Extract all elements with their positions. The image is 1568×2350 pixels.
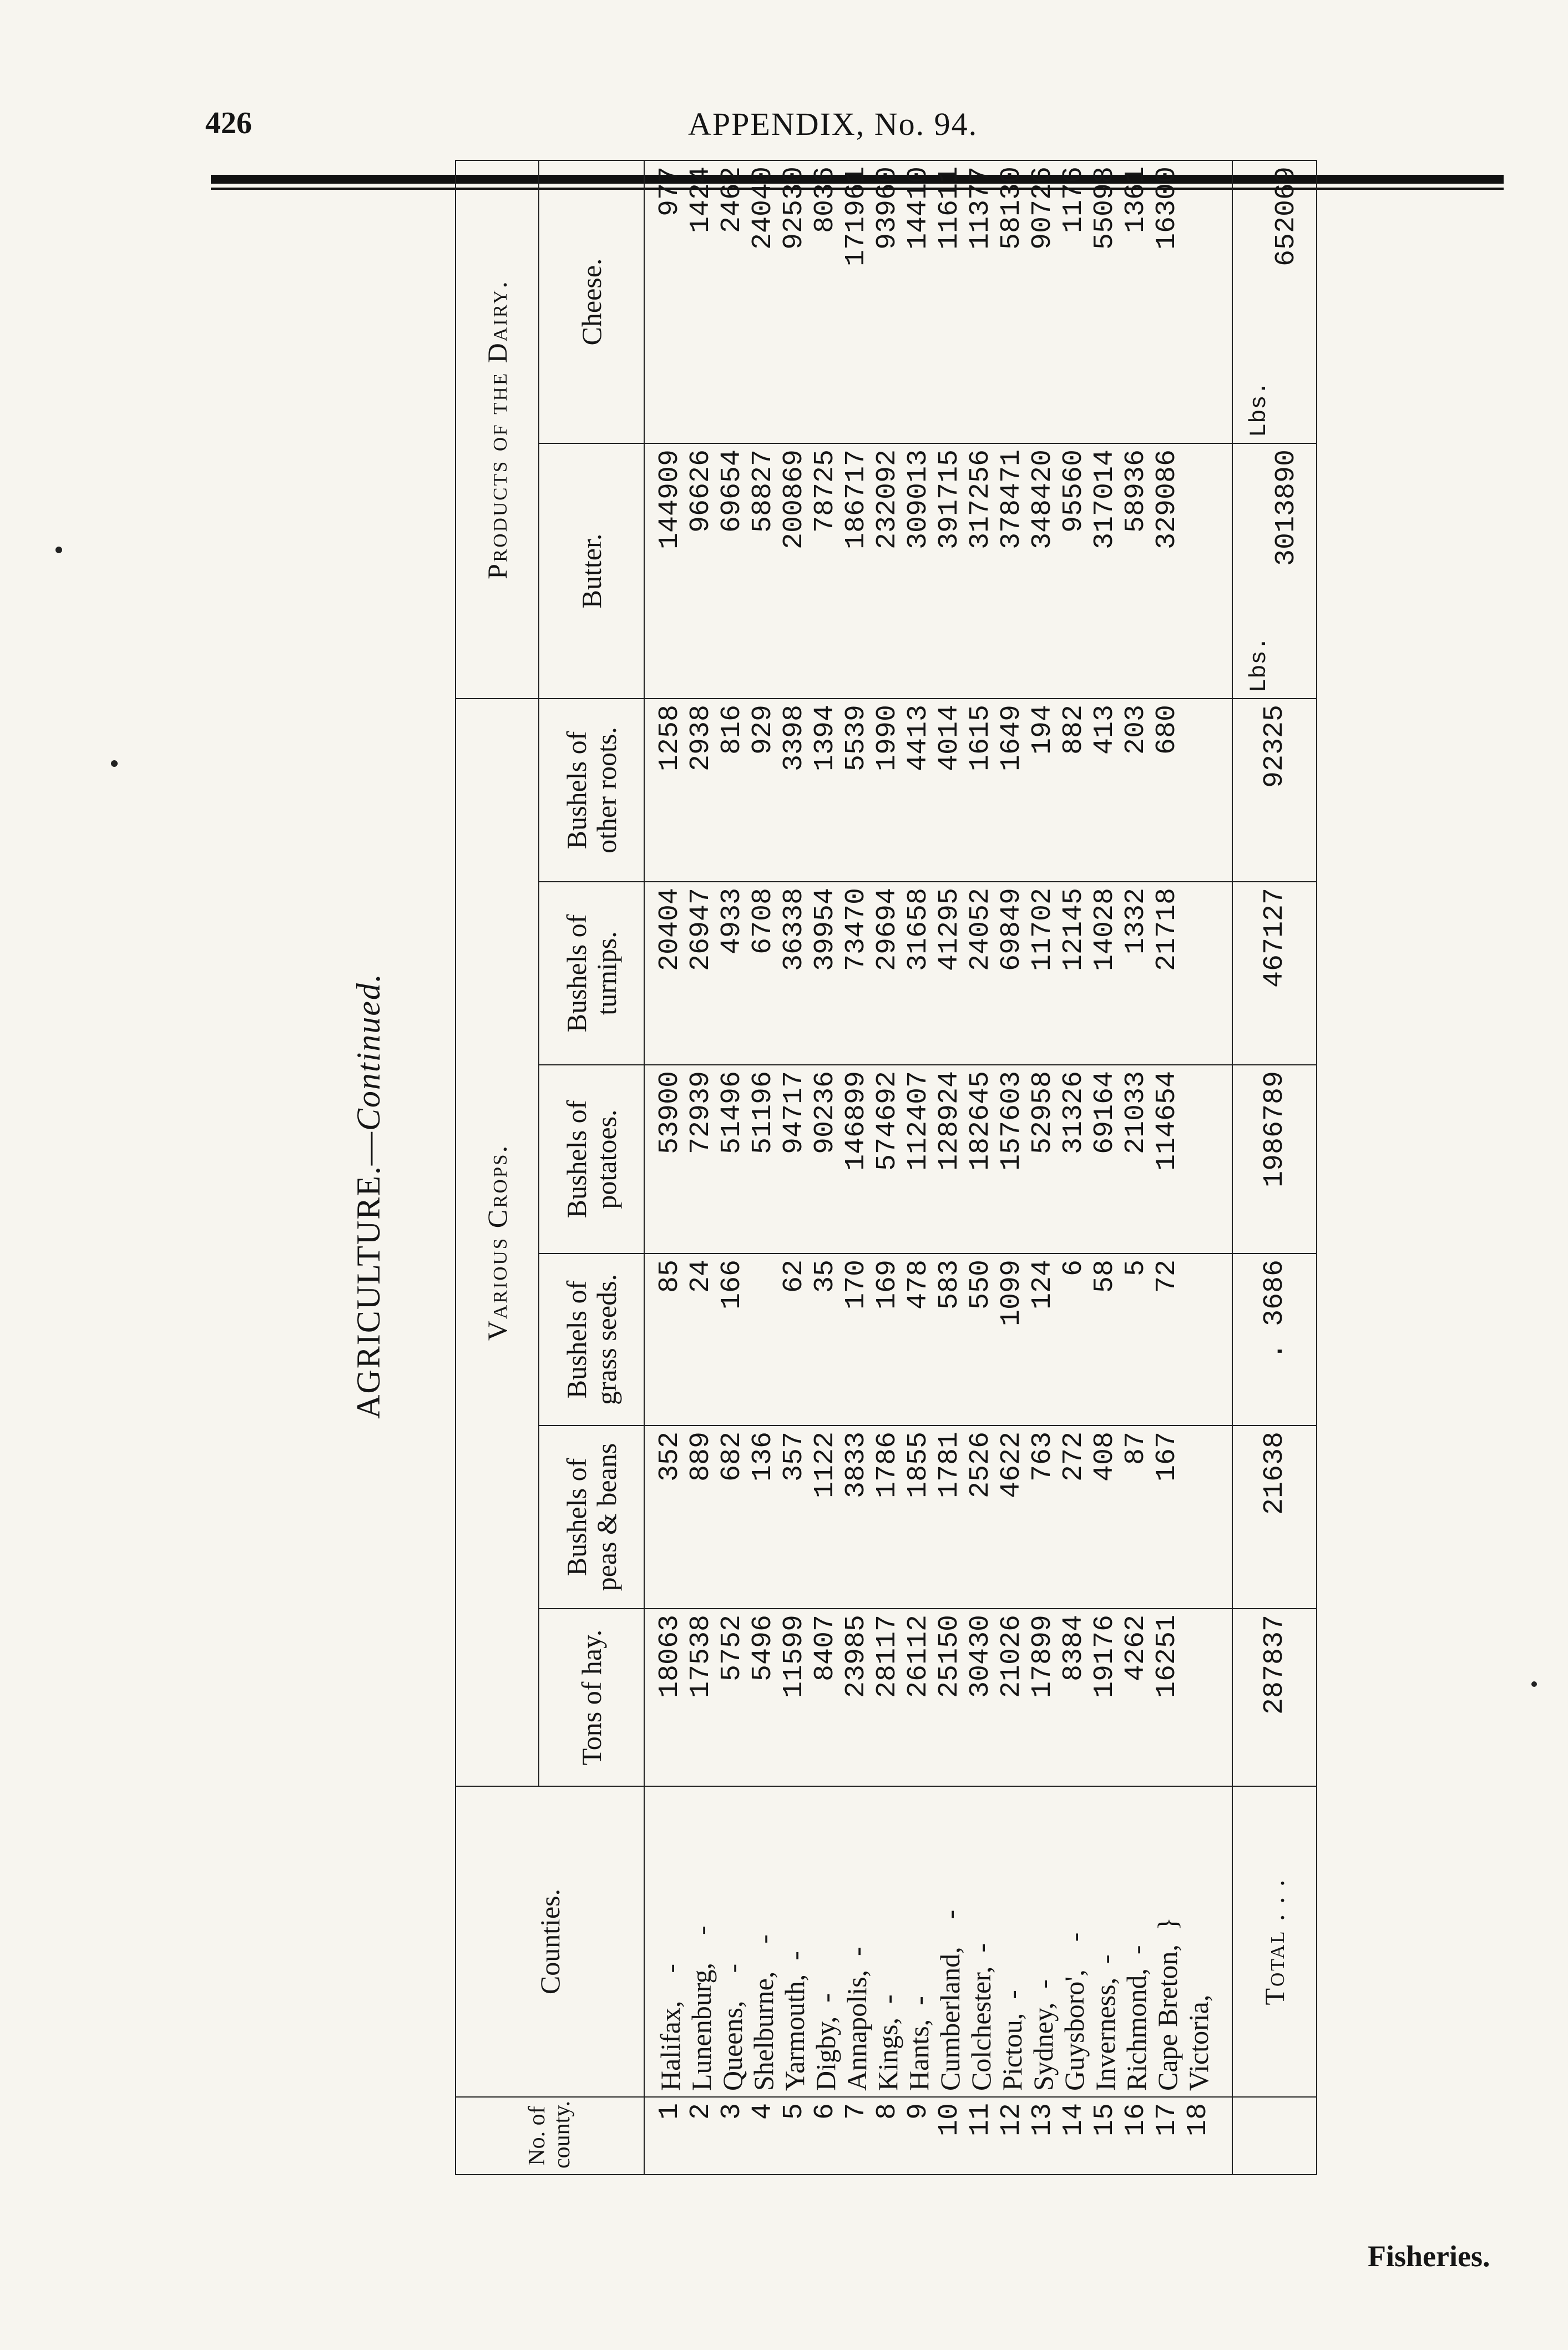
title-continued: Continued. — [350, 973, 387, 1131]
col-header-no: No. of county. — [456, 2097, 644, 2175]
group-header-row — [456, 160, 539, 2175]
peas-cells: 352 889 682 136 357 1122 3833 1786 1855 1781 2526 4622 763 272 408 87 167 — [644, 1426, 1232, 1609]
table-title — [350, 216, 388, 2175]
group-header-crops: Various Crops. — [456, 699, 539, 1786]
butter-cells: 144909 96626 69654 58827 200869 78725 186717 232092 309013 391715 317256 378471 348420 95560 317014 58936 329086 — [644, 443, 1232, 699]
footer-note: Fisheries. — [1368, 2240, 1490, 2273]
total-cheese-cell — [1232, 160, 1317, 443]
col-header-roots: Bushels of other roots. — [539, 699, 644, 882]
print-speck — [1531, 1681, 1537, 1687]
print-speck — [111, 760, 118, 767]
page-number: 426 — [205, 106, 252, 140]
col-header-potatoes: Bushels of potatoes. — [539, 1065, 644, 1254]
total-butter-cell — [1232, 443, 1317, 699]
total-peas: 21638 — [1232, 1426, 1317, 1609]
running-head: APPENDIX, No. 94. — [688, 106, 978, 142]
col-header-counties: Counties. — [456, 1786, 644, 2097]
total-no-cell — [1232, 2097, 1317, 2175]
total-label: Total . . . — [1232, 1786, 1317, 2097]
roots-cells: 1258 2938 816 929 3398 1394 5539 1990 4413 4014 1615 1649 194 882 413 203 680 — [644, 699, 1232, 882]
total-potatoes: 1986789 — [1232, 1065, 1317, 1254]
turnips-cells: 20404 26947 4933 6708 36338 39954 73470 29694 31658 41295 24052 69849 11702 12145 14028 1332 21718 — [644, 882, 1232, 1065]
col-header-cheese: Cheese. — [539, 160, 644, 443]
county-number-cells: 1 2 3 4 5 6 7 8 9 10 11 12 13 14 15 16 17 18 — [644, 2097, 1232, 2175]
rotated-table-block — [350, 166, 1470, 2175]
group-header-dairy: Products of the Dairy. — [456, 160, 539, 699]
total-grass: . 3686 — [1232, 1254, 1317, 1426]
col-header-peas: Bushels of peas & beans — [539, 1426, 644, 1609]
col-header-butter: Butter. — [539, 443, 644, 699]
col-header-grass: Bushels of grass seeds. — [539, 1254, 644, 1426]
total-turnips: 467127 — [1232, 882, 1317, 1065]
total-roots: 92325 — [1232, 699, 1317, 882]
potatoes-cells: 53900 72939 51496 51196 94717 90236 146899 574692 112407 128924 182645 157603 52958 31326 69164 21033 114654 — [644, 1065, 1232, 1254]
cheese-unit: Lbs. — [1245, 381, 1272, 437]
grass-cells: 85 24 166 62 35 170 169 478 583 550 1099 124 6 58 5 72 — [644, 1254, 1232, 1426]
total-row — [1232, 160, 1317, 2175]
total-butter: 3013890 — [1270, 449, 1302, 567]
col-header-turnips: Bushels of turnips. — [539, 882, 644, 1065]
col-header-hay: Tons of hay. — [539, 1609, 644, 1786]
print-speck — [55, 547, 62, 553]
total-hay: 287837 — [1232, 1609, 1317, 1786]
cheese-cells: 977 1424 2462 24040 92530 8036 171961 93960 14410 11611 11377 58130 90726 1176 55098 1361 16300 — [644, 160, 1232, 443]
agriculture-table — [455, 160, 1317, 2175]
data-row-block — [644, 160, 1232, 2175]
county-name-cells: Halifax, - Lunenburg, - Queens, - Shelburne, - Yarmouth, - Digby, - Annapolis, - Kings, - Hants, - Cumberland, - Colchester, - Pictou, - Sydney, - Guysboro', - Inverness, - Richmond, - Cape Breton, } Victoria, — [644, 1786, 1232, 2097]
hay-cells: 18063 17538 5752 5496 11599 8407 23985 28117 26112 25150 30430 21026 17899 8384 19176 4262 16251 — [644, 1609, 1232, 1786]
butter-unit: Lbs. — [1245, 636, 1272, 693]
title-main: AGRICULTURE.— — [350, 1131, 387, 1419]
total-cheese: 652069 — [1270, 166, 1302, 267]
